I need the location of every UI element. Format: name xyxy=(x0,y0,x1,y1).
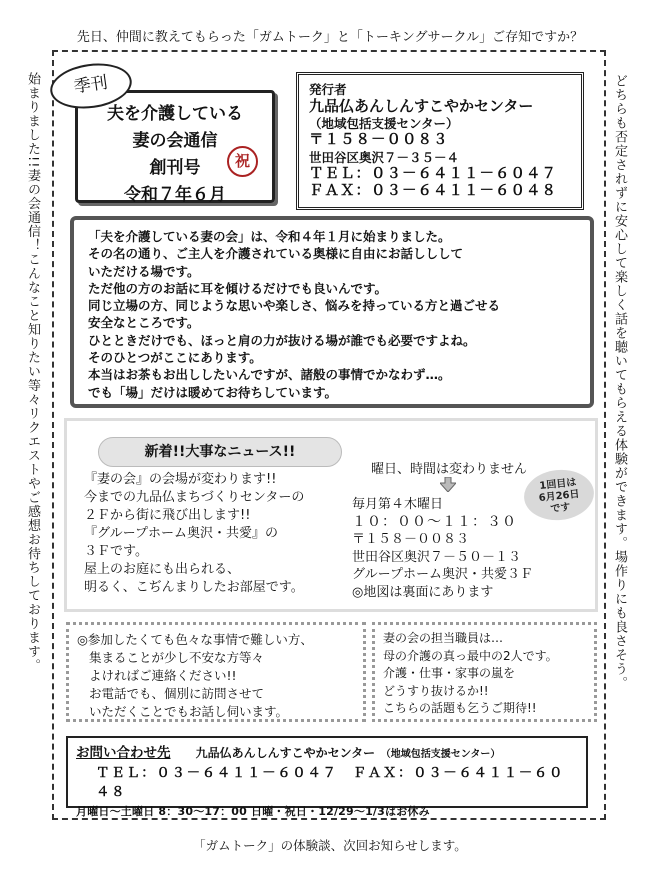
title-line-1: 夫を介護している xyxy=(107,104,243,124)
participate-line: いただくことでもお話し伺います。 xyxy=(89,704,289,719)
staff-line: 妻の会の担当職員は… xyxy=(383,631,504,645)
badge-line: です xyxy=(549,501,571,515)
schedule: 毎月第４木曜日 xyxy=(352,497,444,512)
participate-line: よければご連絡ください!! xyxy=(89,668,237,683)
meeting-time: １０：００～１１：３０ xyxy=(352,513,517,530)
venue-address: 世田谷区奥沢７－５０－１３ xyxy=(352,549,522,565)
footer-text: 「ガムトーク」の体験談、次回お知らせします。 xyxy=(193,838,467,853)
news-line: ２Ｆから街に飛び出します!! xyxy=(84,508,251,523)
map-note: ◎地図は裏面にあります xyxy=(352,584,494,600)
title-line-2: 妻の会通信 xyxy=(132,131,218,151)
intro-line: 本当はお茶もお出ししたいんですが、諸般の事情でかなわず…。 xyxy=(88,367,451,383)
contact-box xyxy=(66,736,588,818)
badge-line: 6月26日 xyxy=(538,488,581,505)
staff-line: 母の介護の真っ最中の2人です。 xyxy=(383,648,558,663)
contact-heading: お問い合わせ先 xyxy=(76,745,171,761)
news-line: 『妻の会』の会場が変わります!! xyxy=(84,472,277,487)
news-line: 『グループホーム奥沢・共愛』の xyxy=(84,526,278,541)
intro-line: いただける場です。 xyxy=(88,263,200,279)
publisher-address: 世田谷区奥沢７－３５－４ xyxy=(309,150,460,165)
staff-line: どうすり抜けるか!! xyxy=(383,683,489,698)
staff-line: 介護・仕事・家事の嵐を xyxy=(383,666,516,680)
right-margin-text: どちらも否定されずに安心して楽しく話を聴いてもらえる体験ができます。場作りにも良さそう。 xyxy=(612,74,627,690)
intro-line: 同じ立場の方、同じような思いや楽しさ、悩みを持っている方と過ごせる xyxy=(88,298,501,314)
date-line: 令和７年６月 xyxy=(124,185,226,205)
intro-line: そのひとつがここにあります。 xyxy=(88,350,262,366)
publisher-box xyxy=(296,72,584,210)
intro-line: その名の通り、ご主人を介護されている奥様に自由にお話ししして xyxy=(88,246,464,262)
contact-tel-fax: ＴＥＬ：０３－６４１１－６０４７ ＦＡＸ：０３－６４１１－６０４８ xyxy=(96,765,565,800)
publisher-label: 発行者 xyxy=(309,82,347,97)
venue-name: グループホーム奥沢・共愛３Ｆ xyxy=(352,567,533,582)
participate-line: 集まることが少し不安な方等々 xyxy=(89,650,265,665)
publisher-subname: （地域包括支援センター） xyxy=(309,116,459,131)
staff-box xyxy=(372,622,597,722)
celebration-stamp-icon: 祝 xyxy=(227,146,258,177)
intro-line: ひとときだけでも、ほっと肩の力が抜ける場が誰でも必要ですよね。 xyxy=(88,332,476,348)
participate-line: ◎参加したくても色々な事情で難しい方、 xyxy=(77,632,313,647)
badge-line: 1回目は xyxy=(538,477,577,492)
venue-postal: 〒１５８－００８３ xyxy=(352,532,470,547)
intro-line: でも「場」だけは暖めてお待ちしています。 xyxy=(88,384,338,400)
news-line: 屋上のお庭にも出られる、 xyxy=(84,562,241,577)
issue-line: 創刊号 xyxy=(149,158,201,178)
header-text: 先日、仲間に教えてもらった「ガムトーク」と「トーキングサークル」ご存知ですか？ xyxy=(76,30,584,45)
publisher-fax: ＦＡＸ：０３－６４１１－６０４８ xyxy=(309,183,557,199)
intro-line: ただ他の方のお話に耳を傾けるだけでも良いんです。 xyxy=(88,280,388,296)
left-margin-text: 始まりました!!妻の会通信！こんなこと知りたい等々リクエストやご感想お待ちしております。 xyxy=(25,72,40,673)
contact-hours: 月曜日～土曜日 8：30～17：00 日曜・祝日・12/29～1/3はお休み xyxy=(76,805,430,818)
news-line: ３Ｆです。 xyxy=(84,544,148,559)
publisher-name: 九品仏あんしんすこやかセンター xyxy=(309,97,534,115)
publisher-postal: 〒１５８－００８３ xyxy=(309,132,449,148)
news-line: 今までの九品仏まちづくりセンターの xyxy=(84,490,305,505)
news-venue-change xyxy=(84,471,350,597)
schedule-unchanged-note: 曜日、時間は変わりません xyxy=(371,462,528,477)
participation-box xyxy=(66,622,366,722)
intro-line: 「夫を介護している妻の会」は、令和４年１月に始まりました。 xyxy=(88,229,451,244)
intro-line: 安全なところです。 xyxy=(88,315,200,331)
publisher-tel: ＴＥＬ：０３－６４１１－６０４７ xyxy=(309,166,557,182)
staff-line: こちらの話題も乞うご期待!! xyxy=(383,701,537,715)
quarterly-badge: 季刊 xyxy=(47,59,134,114)
news-line: 明るく、こぢんまりしたお部屋です。 xyxy=(84,580,304,595)
intro-box xyxy=(70,216,594,408)
participate-line: お電話でも、個別に訪問させて xyxy=(89,686,265,701)
down-arrow-icon xyxy=(440,477,456,492)
contact-org-sub: （地域包括支援センター） xyxy=(380,749,501,760)
news-title: 新着!!大事なニュース!! xyxy=(98,437,342,467)
contact-org: 九品仏あんしんすこやかセンター xyxy=(195,746,376,760)
